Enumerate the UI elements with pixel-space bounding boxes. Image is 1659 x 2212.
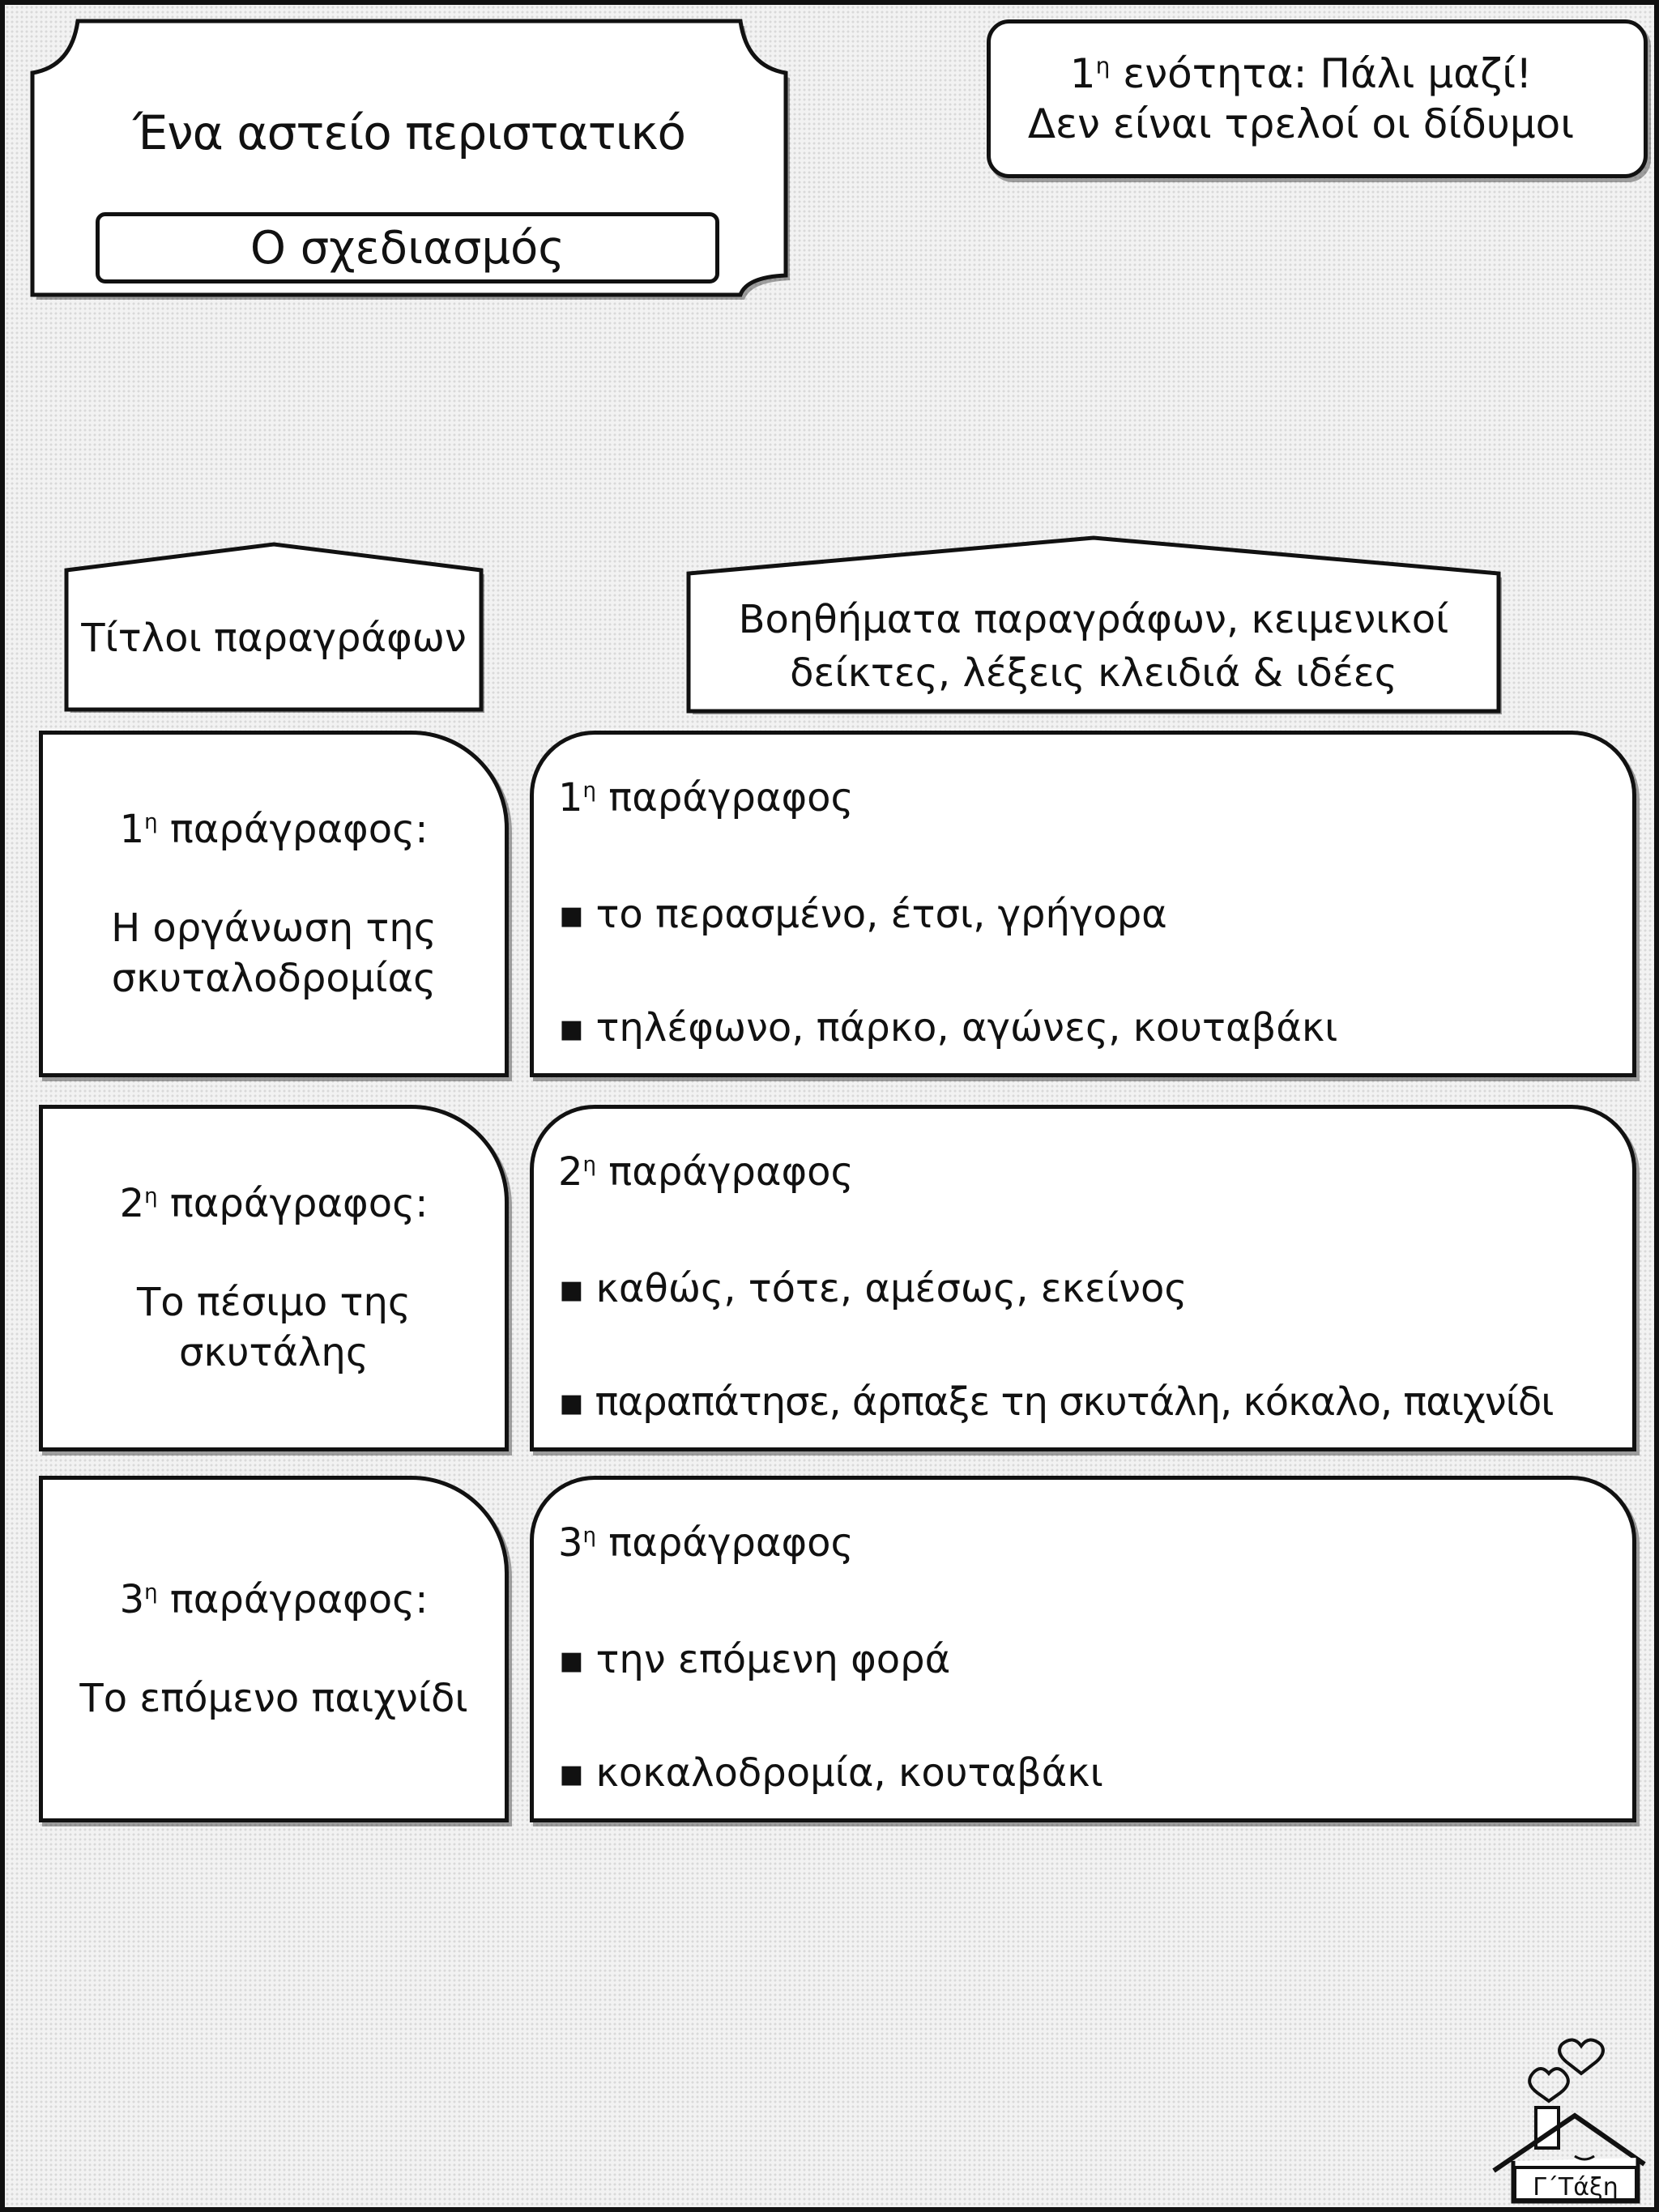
paragraph-1-help-cell	[530, 731, 1636, 1077]
paragraph-2-label: $2^\eta$ παράγραφος:	[119, 1181, 429, 1226]
logo-text: Γ΄Τάξη	[1533, 2173, 1618, 2201]
helps-header-line2: δείκτες, λέξεις κλειδιά & ιδέες	[790, 650, 1397, 696]
paragraph-3-help-heading: $3^\eta$ παράγραφος	[558, 1520, 854, 1566]
helps-column-header	[685, 535, 1502, 714]
unit-title: Δεν είναι τρελοί οι δίδυμοι	[1027, 100, 1575, 147]
paragraph-2-help-cell	[530, 1105, 1636, 1451]
paragraph-3-title-line1: Το επόμενο παιχνίδι	[79, 1676, 468, 1721]
titles-header-label: Τίτλοι παραγράφων	[81, 616, 467, 661]
header-plaque	[28, 16, 791, 300]
paragraph-2-help-item: ▪ παραπάτησε, άρπαξε τη σκυτάλη, κόκαλο, παιχνίδι	[558, 1370, 1632, 1434]
paragraph-1-title-line2: σκυταλοδρομίας	[111, 956, 437, 1001]
page-title: Ένα αστείο περιστατικό	[133, 105, 685, 160]
paragraph-2-title-line1: Το πέσιμο της	[136, 1280, 412, 1325]
page-subtitle: Ο σχεδιασμός	[96, 212, 719, 283]
paragraph-1-help-item: ▪ τηλέφωνο, πάρκο, αγώνες, κουταβάκι	[558, 995, 1632, 1060]
unit-label: $1^\eta$ ενότητα: Πάλι μαζί!	[1069, 50, 1533, 97]
paragraph-3-help-item: ▪ την επόμενη φορά	[558, 1627, 1632, 1692]
helps-header-line1: Βοηθήματα παραγράφων, κειμενικοί	[738, 597, 1449, 642]
paragraph-3-title-cell	[39, 1476, 509, 1822]
helps-header-label	[685, 593, 1502, 700]
paragraph-2-help-heading: $2^\eta$ παράγραφος	[558, 1149, 854, 1195]
titles-column-header	[63, 541, 484, 713]
paragraph-2-title-cell	[39, 1105, 509, 1451]
paragraph-1-title-line1: Η οργάνωση της	[111, 906, 437, 951]
paragraph-3-help-cell	[530, 1476, 1636, 1822]
paragraph-1-help-item: ▪ το περασμένο, έτσι, γρήγορα	[558, 882, 1632, 947]
paragraph-1-help-heading: $1^\eta$ παράγραφος	[558, 775, 854, 820]
paragraph-3-label: $3^\eta$ παράγραφος:	[119, 1577, 429, 1622]
unit-label-box	[987, 19, 1648, 178]
paragraph-1-title-cell	[39, 731, 509, 1077]
paragraph-2-title-line2: σκυτάλης	[178, 1330, 369, 1375]
paragraph-3-help-item: ▪ κοκαλοδρομία, κουταβάκι	[558, 1741, 1632, 1805]
paragraph-2-help-item: ▪ καθώς, τότε, αμέσως, εκείνος	[558, 1256, 1632, 1321]
house-hearts-icon	[1486, 2027, 1648, 2205]
paragraph-1-label: $1^\eta$ παράγραφος:	[119, 807, 429, 852]
